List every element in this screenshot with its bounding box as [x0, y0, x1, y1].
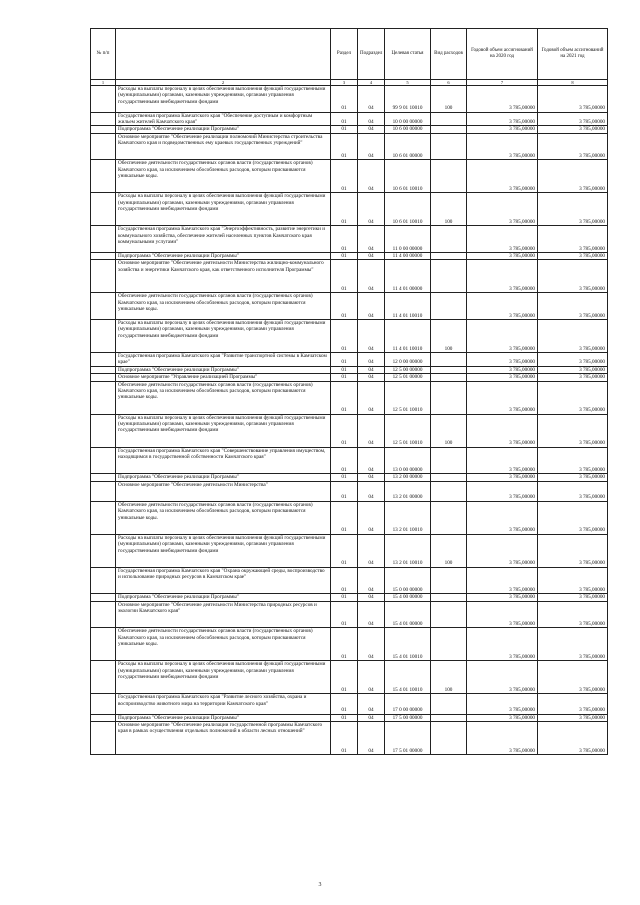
amount-2020-cell: 3 785,00000	[467, 447, 538, 474]
name-cell: Обеспечение деятельности государственных органов власти (государственных органов) Камчатского края, за исключением обособленных расходов, которым присваиваются уникальные коды.	[116, 293, 331, 320]
table-row	[91, 260, 608, 293]
podrazdel-cell: 04	[358, 293, 385, 320]
celevaya-statya-cell: 13 2 01 10010	[385, 534, 431, 567]
amount-2021-cell: 3 785,00000	[538, 260, 608, 293]
celevaya-statya-cell: 12 0 00 00000	[385, 353, 431, 367]
amount-2020-cell: 3 785,00000	[467, 414, 538, 447]
table-row	[91, 594, 608, 601]
num-cell	[91, 86, 116, 113]
podrazdel-cell: 04	[358, 160, 385, 193]
num-cell	[91, 320, 116, 353]
razdel-cell: 01	[331, 226, 358, 253]
celevaya-statya-cell: 12 5 01 10010	[385, 381, 431, 414]
table-row	[91, 86, 608, 113]
razdel-cell: 01	[331, 567, 358, 594]
podrazdel-cell: 04	[358, 414, 385, 447]
table-row	[91, 481, 608, 501]
amount-2020-cell: 3 785,00000	[467, 534, 538, 567]
amount-2020-cell: 3 785,00000	[467, 594, 538, 601]
name-cell: Расходы на выплаты персоналу в целях обеспечения выполнения функций государственными (муниципальными) органами, казенными учреждениями, органами управления государственными внебюджетными фондами	[116, 193, 331, 226]
celevaya-statya-cell: 17 5 00 00000	[385, 714, 431, 721]
vid-rashodov-cell	[431, 374, 467, 381]
col-number: 5	[385, 80, 431, 86]
celevaya-statya-cell: 17 5 01 00000	[385, 722, 431, 755]
podrazdel-cell: 04	[358, 86, 385, 113]
razdel-cell: 01	[331, 481, 358, 501]
table-row	[91, 501, 608, 534]
celevaya-statya-cell: 12 5 00 00000	[385, 366, 431, 373]
podrazdel-cell: 04	[358, 594, 385, 601]
amount-2020-cell: 3 785,00000	[467, 694, 538, 714]
vid-rashodov-cell: 100	[431, 661, 467, 694]
name-cell: Основное мероприятие "Обеспечение реализации полномочий Министерства строительства Камчатского края и подведомственных ему краевых государственных учреждений"	[116, 133, 331, 160]
name-cell: Подпрограмма "Обеспечение реализации Программы"	[116, 253, 331, 260]
celevaya-statya-cell: 10 6 01 00000	[385, 133, 431, 160]
razdel-cell: 01	[331, 126, 358, 133]
name-cell: Государственная программа Камчатского края "Обеспечение доступным и комфортным жильем жителей Камчатского края"	[116, 112, 331, 126]
celevaya-statya-cell: 15 4 00 00000	[385, 594, 431, 601]
amount-2020-cell: 3 785,00000	[467, 661, 538, 694]
amount-2020-cell: 3 785,00000	[467, 628, 538, 661]
razdel-cell: 01	[331, 260, 358, 293]
header-razdel: Раздел	[331, 29, 358, 80]
table-row	[91, 353, 608, 367]
razdel-cell: 01	[331, 133, 358, 160]
podrazdel-cell: 04	[358, 501, 385, 534]
name-cell: Обеспечение деятельности государственных органов власти (государственных органов) Камчатского края, за исключением обособленных расходов, которым присваиваются уникальные коды.	[116, 381, 331, 414]
name-cell: Государственная программа Камчатского края "Развитие лесного хозяйства, охрана и воспроизводство животного мира на территории Камчатского края"	[116, 694, 331, 714]
celevaya-statya-cell: 11 4 01 10010	[385, 293, 431, 320]
razdel-cell: 01	[331, 474, 358, 481]
amount-2021-cell: 3 785,00000	[538, 193, 608, 226]
table-row	[91, 253, 608, 260]
celevaya-statya-cell: 10 6 01 10010	[385, 160, 431, 193]
celevaya-statya-cell: 17 0 00 00000	[385, 694, 431, 714]
num-cell	[91, 501, 116, 534]
celevaya-statya-cell: 11 4 00 00000	[385, 253, 431, 260]
num-cell	[91, 628, 116, 661]
num-cell	[91, 160, 116, 193]
podrazdel-cell: 04	[358, 534, 385, 567]
celevaya-statya-cell: 11 4 01 00000	[385, 260, 431, 293]
podrazdel-cell: 04	[358, 374, 385, 381]
table-row	[91, 366, 608, 373]
name-cell: Расходы на выплаты персоналу в целях обеспечения выполнения функций государственными (муниципальными) органами, казенными учреждениями, органами управления государственными внебюджетными фондами	[116, 534, 331, 567]
header-vid: Вид расходов	[431, 29, 467, 80]
col-number: 8	[538, 80, 608, 86]
celevaya-statya-cell: 13 2 01 10010	[385, 501, 431, 534]
celevaya-statya-cell: 15 0 00 00000	[385, 567, 431, 594]
amount-2020-cell: 3 785,00000	[467, 126, 538, 133]
name-cell: Подпрограмма "Обеспечение реализации Программы"	[116, 366, 331, 373]
num-cell	[91, 601, 116, 628]
col-number: 6	[431, 80, 467, 86]
razdel-cell: 01	[331, 661, 358, 694]
name-cell: Подпрограмма "Обеспечение реализации Программы"	[116, 594, 331, 601]
vid-rashodov-cell	[431, 447, 467, 474]
podrazdel-cell: 04	[358, 353, 385, 367]
amount-2020-cell: 3 785,00000	[467, 133, 538, 160]
razdel-cell: 01	[331, 381, 358, 414]
num-cell	[91, 193, 116, 226]
num-cell	[91, 260, 116, 293]
amount-2020-cell: 3 785,00000	[467, 481, 538, 501]
name-cell: Государственная программа Камчатского края "Энергоэффективность, развитие энергетики и коммунального хозяйства, обеспечение жителей населенных пунктов Камчатского края коммунальными услугами"	[116, 226, 331, 253]
celevaya-statya-cell: 13 0 00 00000	[385, 447, 431, 474]
table-row	[91, 126, 608, 133]
razdel-cell: 01	[331, 714, 358, 721]
amount-2021-cell: 3 785,00000	[538, 86, 608, 113]
name-cell: Расходы на выплаты персоналу в целях обеспечения выполнения функций государственными (муниципальными) органами, казенными учреждениями, органами управления государственными внебюджетными фондами	[116, 414, 331, 447]
vid-rashodov-cell	[431, 381, 467, 414]
num-cell	[91, 474, 116, 481]
podrazdel-cell: 04	[358, 260, 385, 293]
table-row	[91, 447, 608, 474]
vid-rashodov-cell: 100	[431, 86, 467, 113]
num-cell	[91, 293, 116, 320]
celevaya-statya-cell: 12 5 01 10010	[385, 414, 431, 447]
name-cell: Обеспечение деятельности государственных органов власти (государственных органов) Камчатского края, за исключением обособленных расходов, которым присваиваются уникальные коды.	[116, 628, 331, 661]
vid-rashodov-cell	[431, 567, 467, 594]
num-cell	[91, 694, 116, 714]
podrazdel-cell: 04	[358, 381, 385, 414]
name-cell: Государственная программа Камчатского края "Совершенствование управления имуществом, находящимся в государственной собственности Камчатского края"	[116, 447, 331, 474]
amount-2021-cell: 3 785,00000	[538, 366, 608, 373]
num-cell	[91, 126, 116, 133]
amount-2020-cell: 3 785,00000	[467, 260, 538, 293]
amount-2021-cell: 3 785,00000	[538, 567, 608, 594]
amount-2021-cell: 3 785,00000	[538, 722, 608, 755]
table-row	[91, 293, 608, 320]
podrazdel-cell: 04	[358, 193, 385, 226]
vid-rashodov-cell: 100	[431, 320, 467, 353]
vid-rashodov-cell	[431, 253, 467, 260]
name-cell: Подпрограмма "Обеспечение реализации Программы"	[116, 714, 331, 721]
amount-2020-cell: 3 785,00000	[467, 226, 538, 253]
table-row	[91, 534, 608, 567]
amount-2021-cell: 3 785,00000	[538, 320, 608, 353]
name-cell: Обеспечение деятельности государственных органов власти (государственных органов) Камчатского края, за исключением обособленных расходов, которым присваиваются уникальные коды.	[116, 160, 331, 193]
name-cell: Основное мероприятие "Управление реализацией Программы"	[116, 374, 331, 381]
table-row	[91, 474, 608, 481]
amount-2020-cell: 3 785,00000	[467, 381, 538, 414]
amount-2020-cell: 3 785,00000	[467, 193, 538, 226]
num-cell	[91, 414, 116, 447]
amount-2021-cell: 3 785,00000	[538, 474, 608, 481]
vid-rashodov-cell	[431, 694, 467, 714]
header-celevaya: Целевая статья	[385, 29, 431, 80]
vid-rashodov-cell: 100	[431, 193, 467, 226]
razdel-cell: 01	[331, 594, 358, 601]
table-body	[91, 86, 608, 755]
amount-2020-cell: 3 785,00000	[467, 366, 538, 373]
amount-2021-cell: 3 785,00000	[538, 714, 608, 721]
amount-2021-cell: 3 785,00000	[538, 628, 608, 661]
razdel-cell: 01	[331, 253, 358, 260]
name-cell: Основное мероприятие "Обеспечение реализации государственной программы Камчатского края в рамках осуществления отдельных полномочий в области лесных отношений"	[116, 722, 331, 755]
amount-2021-cell: 3 785,00000	[538, 126, 608, 133]
razdel-cell: 01	[331, 366, 358, 373]
name-cell: Расходы на выплаты персоналу в целях обеспечения выполнения функций государственными (муниципальными) органами, казенными учреждениями, органами управления государственными внебюджетными фондами	[116, 86, 331, 113]
amount-2021-cell: 3 785,00000	[538, 501, 608, 534]
podrazdel-cell: 04	[358, 481, 385, 501]
amount-2021-cell: 3 785,00000	[538, 601, 608, 628]
header-num: № п/п	[91, 29, 116, 80]
header-row	[91, 29, 608, 80]
vid-rashodov-cell: 100	[431, 534, 467, 567]
celevaya-statya-cell: 11 0 00 00000	[385, 226, 431, 253]
num-cell	[91, 381, 116, 414]
amount-2021-cell: 3 785,00000	[538, 414, 608, 447]
num-cell	[91, 714, 116, 721]
num-cell	[91, 366, 116, 373]
num-cell	[91, 226, 116, 253]
razdel-cell: 01	[331, 501, 358, 534]
table-row	[91, 320, 608, 353]
table-row	[91, 381, 608, 414]
podrazdel-cell: 04	[358, 567, 385, 594]
celevaya-statya-cell: 10 0 00 00000	[385, 112, 431, 126]
budget-table-sheet	[90, 28, 607, 755]
celevaya-statya-cell: 15 4 01 00000	[385, 601, 431, 628]
amount-2021-cell: 3 785,00000	[538, 133, 608, 160]
col-number: 1	[91, 80, 116, 86]
num-cell	[91, 594, 116, 601]
vid-rashodov-cell	[431, 126, 467, 133]
vid-rashodov-cell	[431, 353, 467, 367]
razdel-cell: 01	[331, 534, 358, 567]
vid-rashodov-cell	[431, 501, 467, 534]
amount-2021-cell: 3 785,00000	[538, 353, 608, 367]
amount-2021-cell: 3 785,00000	[538, 112, 608, 126]
amount-2020-cell: 3 785,00000	[467, 353, 538, 367]
name-cell: Расходы на выплаты персоналу в целях обеспечения выполнения функций государственными (муниципальными) органами, казенными учреждениями, органами управления государственными внебюджетными фондами	[116, 661, 331, 694]
num-cell	[91, 253, 116, 260]
table-row	[91, 722, 608, 755]
budget-table	[90, 28, 608, 755]
vid-rashodov-cell	[431, 112, 467, 126]
amount-2020-cell: 3 785,00000	[467, 567, 538, 594]
table-row	[91, 374, 608, 381]
vid-rashodov-cell	[431, 133, 467, 160]
razdel-cell: 01	[331, 374, 358, 381]
razdel-cell: 01	[331, 694, 358, 714]
vid-rashodov-cell	[431, 628, 467, 661]
podrazdel-cell: 04	[358, 126, 385, 133]
razdel-cell: 01	[331, 353, 358, 367]
header-2021: Годовой объем ассигнований на 2021 год	[538, 29, 608, 80]
razdel-cell: 01	[331, 414, 358, 447]
amount-2021-cell: 3 785,00000	[538, 253, 608, 260]
table-row	[91, 567, 608, 594]
header-podrazdel: Подраздел	[358, 29, 385, 80]
podrazdel-cell: 04	[358, 133, 385, 160]
podrazdel-cell: 04	[358, 447, 385, 474]
num-cell	[91, 133, 116, 160]
podrazdel-cell: 04	[358, 112, 385, 126]
razdel-cell: 01	[331, 628, 358, 661]
table-row	[91, 226, 608, 253]
vid-rashodov-cell	[431, 226, 467, 253]
vid-rashodov-cell	[431, 481, 467, 501]
num-cell	[91, 534, 116, 567]
name-cell: Основное мероприятие "Обеспечение деятельности Министерства природных ресурсов и экологии Камчатского края"	[116, 601, 331, 628]
podrazdel-cell: 04	[358, 661, 385, 694]
amount-2020-cell: 3 785,00000	[467, 474, 538, 481]
razdel-cell: 01	[331, 722, 358, 755]
podrazdel-cell: 04	[358, 474, 385, 481]
amount-2021-cell: 3 785,00000	[538, 374, 608, 381]
vid-rashodov-cell	[431, 260, 467, 293]
name-cell: Подпрограмма "Обеспечение реализации Программы"	[116, 126, 331, 133]
num-cell	[91, 661, 116, 694]
amount-2021-cell: 3 785,00000	[538, 160, 608, 193]
amount-2021-cell: 3 785,00000	[538, 226, 608, 253]
amount-2021-cell: 3 785,00000	[538, 661, 608, 694]
razdel-cell: 01	[331, 293, 358, 320]
celevaya-statya-cell: 15 4 01 10010	[385, 628, 431, 661]
amount-2020-cell: 3 785,00000	[467, 293, 538, 320]
name-cell: Основное мероприятие "Обеспечение деятельности Министерства жилищно-коммунального хозяйства и энергетики Камчатского края, как ответственного исполнителя Программы"	[116, 260, 331, 293]
celevaya-statya-cell: 10 6 01 10010	[385, 193, 431, 226]
amount-2021-cell: 3 785,00000	[538, 381, 608, 414]
podrazdel-cell: 04	[358, 601, 385, 628]
amount-2020-cell: 3 785,00000	[467, 160, 538, 193]
amount-2020-cell: 3 785,00000	[467, 374, 538, 381]
name-cell: Обеспечение деятельности государственных органов власти (государственных органов) Камчатского края, за исключением обособленных расходов, которым присваиваются уникальные коды.	[116, 501, 331, 534]
table-row	[91, 601, 608, 628]
vid-rashodov-cell	[431, 594, 467, 601]
vid-rashodov-cell: 100	[431, 414, 467, 447]
vid-rashodov-cell	[431, 474, 467, 481]
header-name	[116, 29, 331, 80]
podrazdel-cell: 04	[358, 694, 385, 714]
amount-2020-cell: 3 785,00000	[467, 320, 538, 353]
amount-2020-cell: 3 785,00000	[467, 253, 538, 260]
amount-2020-cell: 3 785,00000	[467, 722, 538, 755]
celevaya-statya-cell: 11 4 01 10010	[385, 320, 431, 353]
podrazdel-cell: 04	[358, 628, 385, 661]
num-cell	[91, 567, 116, 594]
amount-2020-cell: 3 785,00000	[467, 86, 538, 113]
name-cell: Расходы на выплаты персоналу в целях обеспечения выполнения функций государственными (муниципальными) органами, казенными учреждениями, органами управления государственными внебюджетными фондами	[116, 320, 331, 353]
podrazdel-cell: 04	[358, 722, 385, 755]
amount-2021-cell: 3 785,00000	[538, 447, 608, 474]
table-row	[91, 160, 608, 193]
vid-rashodov-cell	[431, 714, 467, 721]
name-cell: Государственная программа Камчатского края "Развитие транспортной системы в Камчатском крае"	[116, 353, 331, 367]
table-row	[91, 661, 608, 694]
table-row	[91, 133, 608, 160]
amount-2021-cell: 3 785,00000	[538, 481, 608, 501]
num-cell	[91, 722, 116, 755]
amount-2021-cell: 3 785,00000	[538, 293, 608, 320]
num-cell	[91, 374, 116, 381]
vid-rashodov-cell	[431, 366, 467, 373]
amount-2020-cell: 3 785,00000	[467, 714, 538, 721]
num-cell	[91, 447, 116, 474]
podrazdel-cell: 04	[358, 320, 385, 353]
vid-rashodov-cell	[431, 293, 467, 320]
col-number: 4	[358, 80, 385, 86]
celevaya-statya-cell: 12 5 01 00000	[385, 374, 431, 381]
table-row	[91, 714, 608, 721]
podrazdel-cell: 04	[358, 226, 385, 253]
celevaya-statya-cell: 99 9 01 10010	[385, 86, 431, 113]
amount-2020-cell: 3 785,00000	[467, 112, 538, 126]
table-row	[91, 694, 608, 714]
page-number: 3	[318, 882, 322, 888]
name-cell: Подпрограмма "Обеспечение реализации Программы"	[116, 474, 331, 481]
amount-2021-cell: 3 785,00000	[538, 594, 608, 601]
table-row	[91, 112, 608, 126]
vid-rashodov-cell	[431, 160, 467, 193]
razdel-cell: 01	[331, 112, 358, 126]
table-row	[91, 193, 608, 226]
razdel-cell: 01	[331, 601, 358, 628]
podrazdel-cell: 04	[358, 253, 385, 260]
vid-rashodov-cell	[431, 601, 467, 628]
razdel-cell: 01	[331, 160, 358, 193]
podrazdel-cell: 04	[358, 366, 385, 373]
celevaya-statya-cell: 15 4 01 10010	[385, 661, 431, 694]
amount-2021-cell: 3 785,00000	[538, 694, 608, 714]
celevaya-statya-cell: 10 6 00 00000	[385, 126, 431, 133]
amount-2020-cell: 3 785,00000	[467, 601, 538, 628]
table-row	[91, 628, 608, 661]
num-cell	[91, 481, 116, 501]
podrazdel-cell: 04	[358, 714, 385, 721]
celevaya-statya-cell: 13 2 00 00000	[385, 474, 431, 481]
col-number: 7	[467, 80, 538, 86]
razdel-cell: 01	[331, 193, 358, 226]
razdel-cell: 01	[331, 86, 358, 113]
razdel-cell: 01	[331, 447, 358, 474]
num-cell	[91, 112, 116, 126]
amount-2020-cell: 3 785,00000	[467, 501, 538, 534]
num-cell	[91, 353, 116, 367]
col-number: 3	[331, 80, 358, 86]
amount-2021-cell: 3 785,00000	[538, 534, 608, 567]
name-cell: Государственная программа Камчатского края "Охрана окружающей среды, воспроизводство и использование природных ресурсов в Камчатском крае"	[116, 567, 331, 594]
name-cell: Основное мероприятие "Обеспечение деятельности Министерства"	[116, 481, 331, 501]
celevaya-statya-cell: 13 2 01 00000	[385, 481, 431, 501]
table-row	[91, 414, 608, 447]
col-number: 2	[116, 80, 331, 86]
header-2020: Годовой объем ассигнований на 2020 год	[467, 29, 538, 80]
razdel-cell: 01	[331, 320, 358, 353]
vid-rashodov-cell	[431, 722, 467, 755]
